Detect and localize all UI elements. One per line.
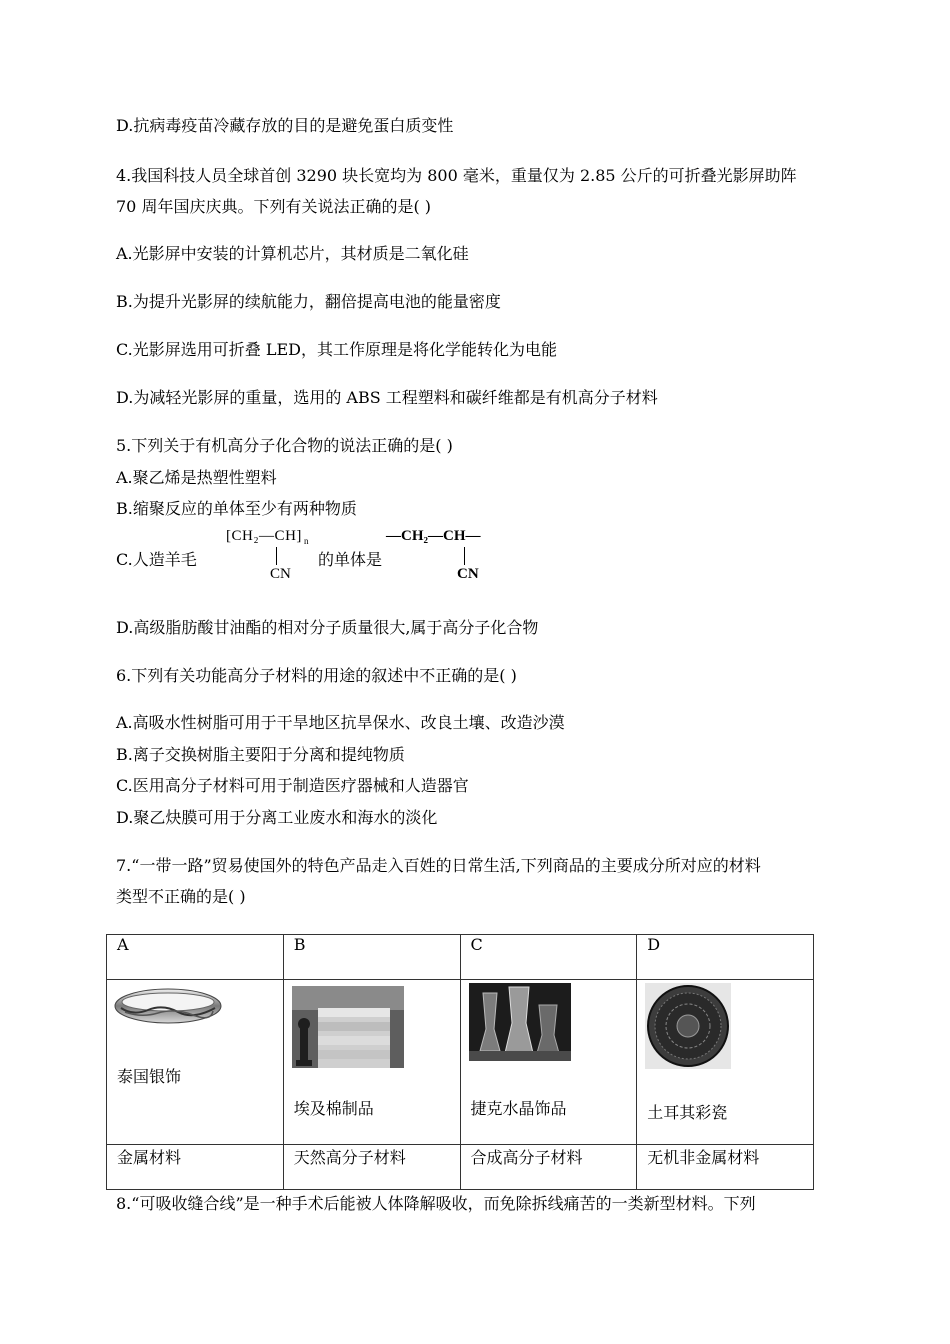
monomer-branch-cn: CN xyxy=(457,566,479,582)
header-cell-d: D xyxy=(637,935,814,980)
q5-option-b: B.缩聚反应的单体至少有两种物质 xyxy=(116,499,357,518)
caption-d: 土耳其彩瓷 xyxy=(647,1103,728,1123)
q5-option-c-prefix: C.人造羊毛 xyxy=(116,550,197,569)
q6-option-b: B.离子交换树脂主要阳于分离和提纯物质 xyxy=(116,745,405,764)
q4-option-b: B.为提升光影屏的续航能力，翻倍提高电池的能量密度 xyxy=(116,292,501,311)
table-image-row xyxy=(107,980,814,1144)
q4-option-a: A.光影屏中安装的计算机芯片，其材质是二氧化硅 xyxy=(116,244,469,263)
material-cell-b: 天然高分子材料 xyxy=(283,1144,460,1189)
q4-option-c: C.光影屏选用可折叠 LED，其工作原理是将化学能转化为电能 xyxy=(116,340,557,359)
q4-stem-line2: 70 周年国庆庆典。下列有关说法正确的是( ) xyxy=(116,197,432,216)
q5-option-c-middle: 的单体是 xyxy=(318,550,383,569)
q7-stem-line2: 类型不正确的是( ) xyxy=(116,887,246,906)
material-cell-a: 金属材料 xyxy=(107,1144,284,1189)
ceramic-plate-image xyxy=(645,983,731,1069)
polymer-branch-bond xyxy=(276,547,277,565)
table-material-row xyxy=(107,1144,814,1189)
caption-c: 捷克水晶饰品 xyxy=(470,1099,567,1119)
q8-stem: 8.“可吸收缝合线”是一种手术后能被人体降解吸收，而免除拆线痛苦的一类新型材料。下列 xyxy=(116,1194,756,1213)
header-cell-b: B xyxy=(283,935,460,980)
q6-option-c: C.医用高分子材料可用于制造医疗器械和人造器官 xyxy=(116,776,469,795)
polymer-branch-cn: CN xyxy=(270,566,291,582)
crystal-ornaments-image xyxy=(469,983,571,1061)
material-cell-d: 无机非金属材料 xyxy=(637,1144,814,1189)
q5-option-a: A.聚乙烯是热塑性塑料 xyxy=(116,468,277,487)
header-cell-a: A xyxy=(107,935,284,980)
q7-stem-line1: 7.“一带一路”贸易使国外的特色产品走入百姓的日常生活,下列商品的主要成分所对应的材料 xyxy=(116,856,761,875)
q5-option-d: D.高级脂肪酸甘油酯的相对分子质量很大,属于高分子化合物 xyxy=(116,618,539,637)
material-cell-c: 合成高分子材料 xyxy=(460,1144,637,1189)
q6-stem: 6.下列有关功能高分子材料的用途的叙述中不正确的是( ) xyxy=(116,666,517,685)
q6-option-a: A.高吸水性树脂可用于干旱地区抗旱保水、改良土壤、改造沙漠 xyxy=(116,713,565,732)
q4-option-d: D.为减轻光影屏的重量，选用的 ABS 工程塑料和碳纤维都是有机高分子材料 xyxy=(116,388,658,407)
q6-option-d: D.聚乙炔膜可用于分离工业废水和海水的淡化 xyxy=(116,808,438,827)
q4-stem-line1: 4.我国科技人员全球首创 3290 块长宽均为 800 毫米，重量仅为 2.85 公斤的可折叠光影屏助阵 xyxy=(116,166,797,185)
polymer-chain: [CH₂—CH] xyxy=(226,528,302,544)
polymer-structure-formula xyxy=(226,528,316,590)
table-header-row xyxy=(107,935,814,980)
monomer-branch-bond xyxy=(464,547,465,565)
image-cell-b xyxy=(283,980,460,1144)
polymer-subscript-n: n xyxy=(304,536,309,546)
cotton-products-image xyxy=(292,986,404,1068)
monomer-chain: —CH₂—CH— xyxy=(386,528,481,544)
image-cell-c xyxy=(460,980,637,1144)
q5-stem: 5.下列关于有机高分子化合物的说法正确的是( ) xyxy=(116,436,453,455)
q7-options-table xyxy=(106,934,814,1190)
monomer-structure-formula xyxy=(386,528,506,590)
silver-bracelet-image xyxy=(113,986,223,1026)
header-cell-c: C xyxy=(460,935,637,980)
caption-b: 埃及棉制品 xyxy=(293,1099,374,1119)
q3-option-d: D.抗病毒疫苗冷藏存放的目的是避免蛋白质变性 xyxy=(116,116,454,135)
image-cell-a xyxy=(107,980,284,1144)
image-cell-d xyxy=(637,980,814,1144)
caption-a: 泰国银饰 xyxy=(117,1067,182,1087)
